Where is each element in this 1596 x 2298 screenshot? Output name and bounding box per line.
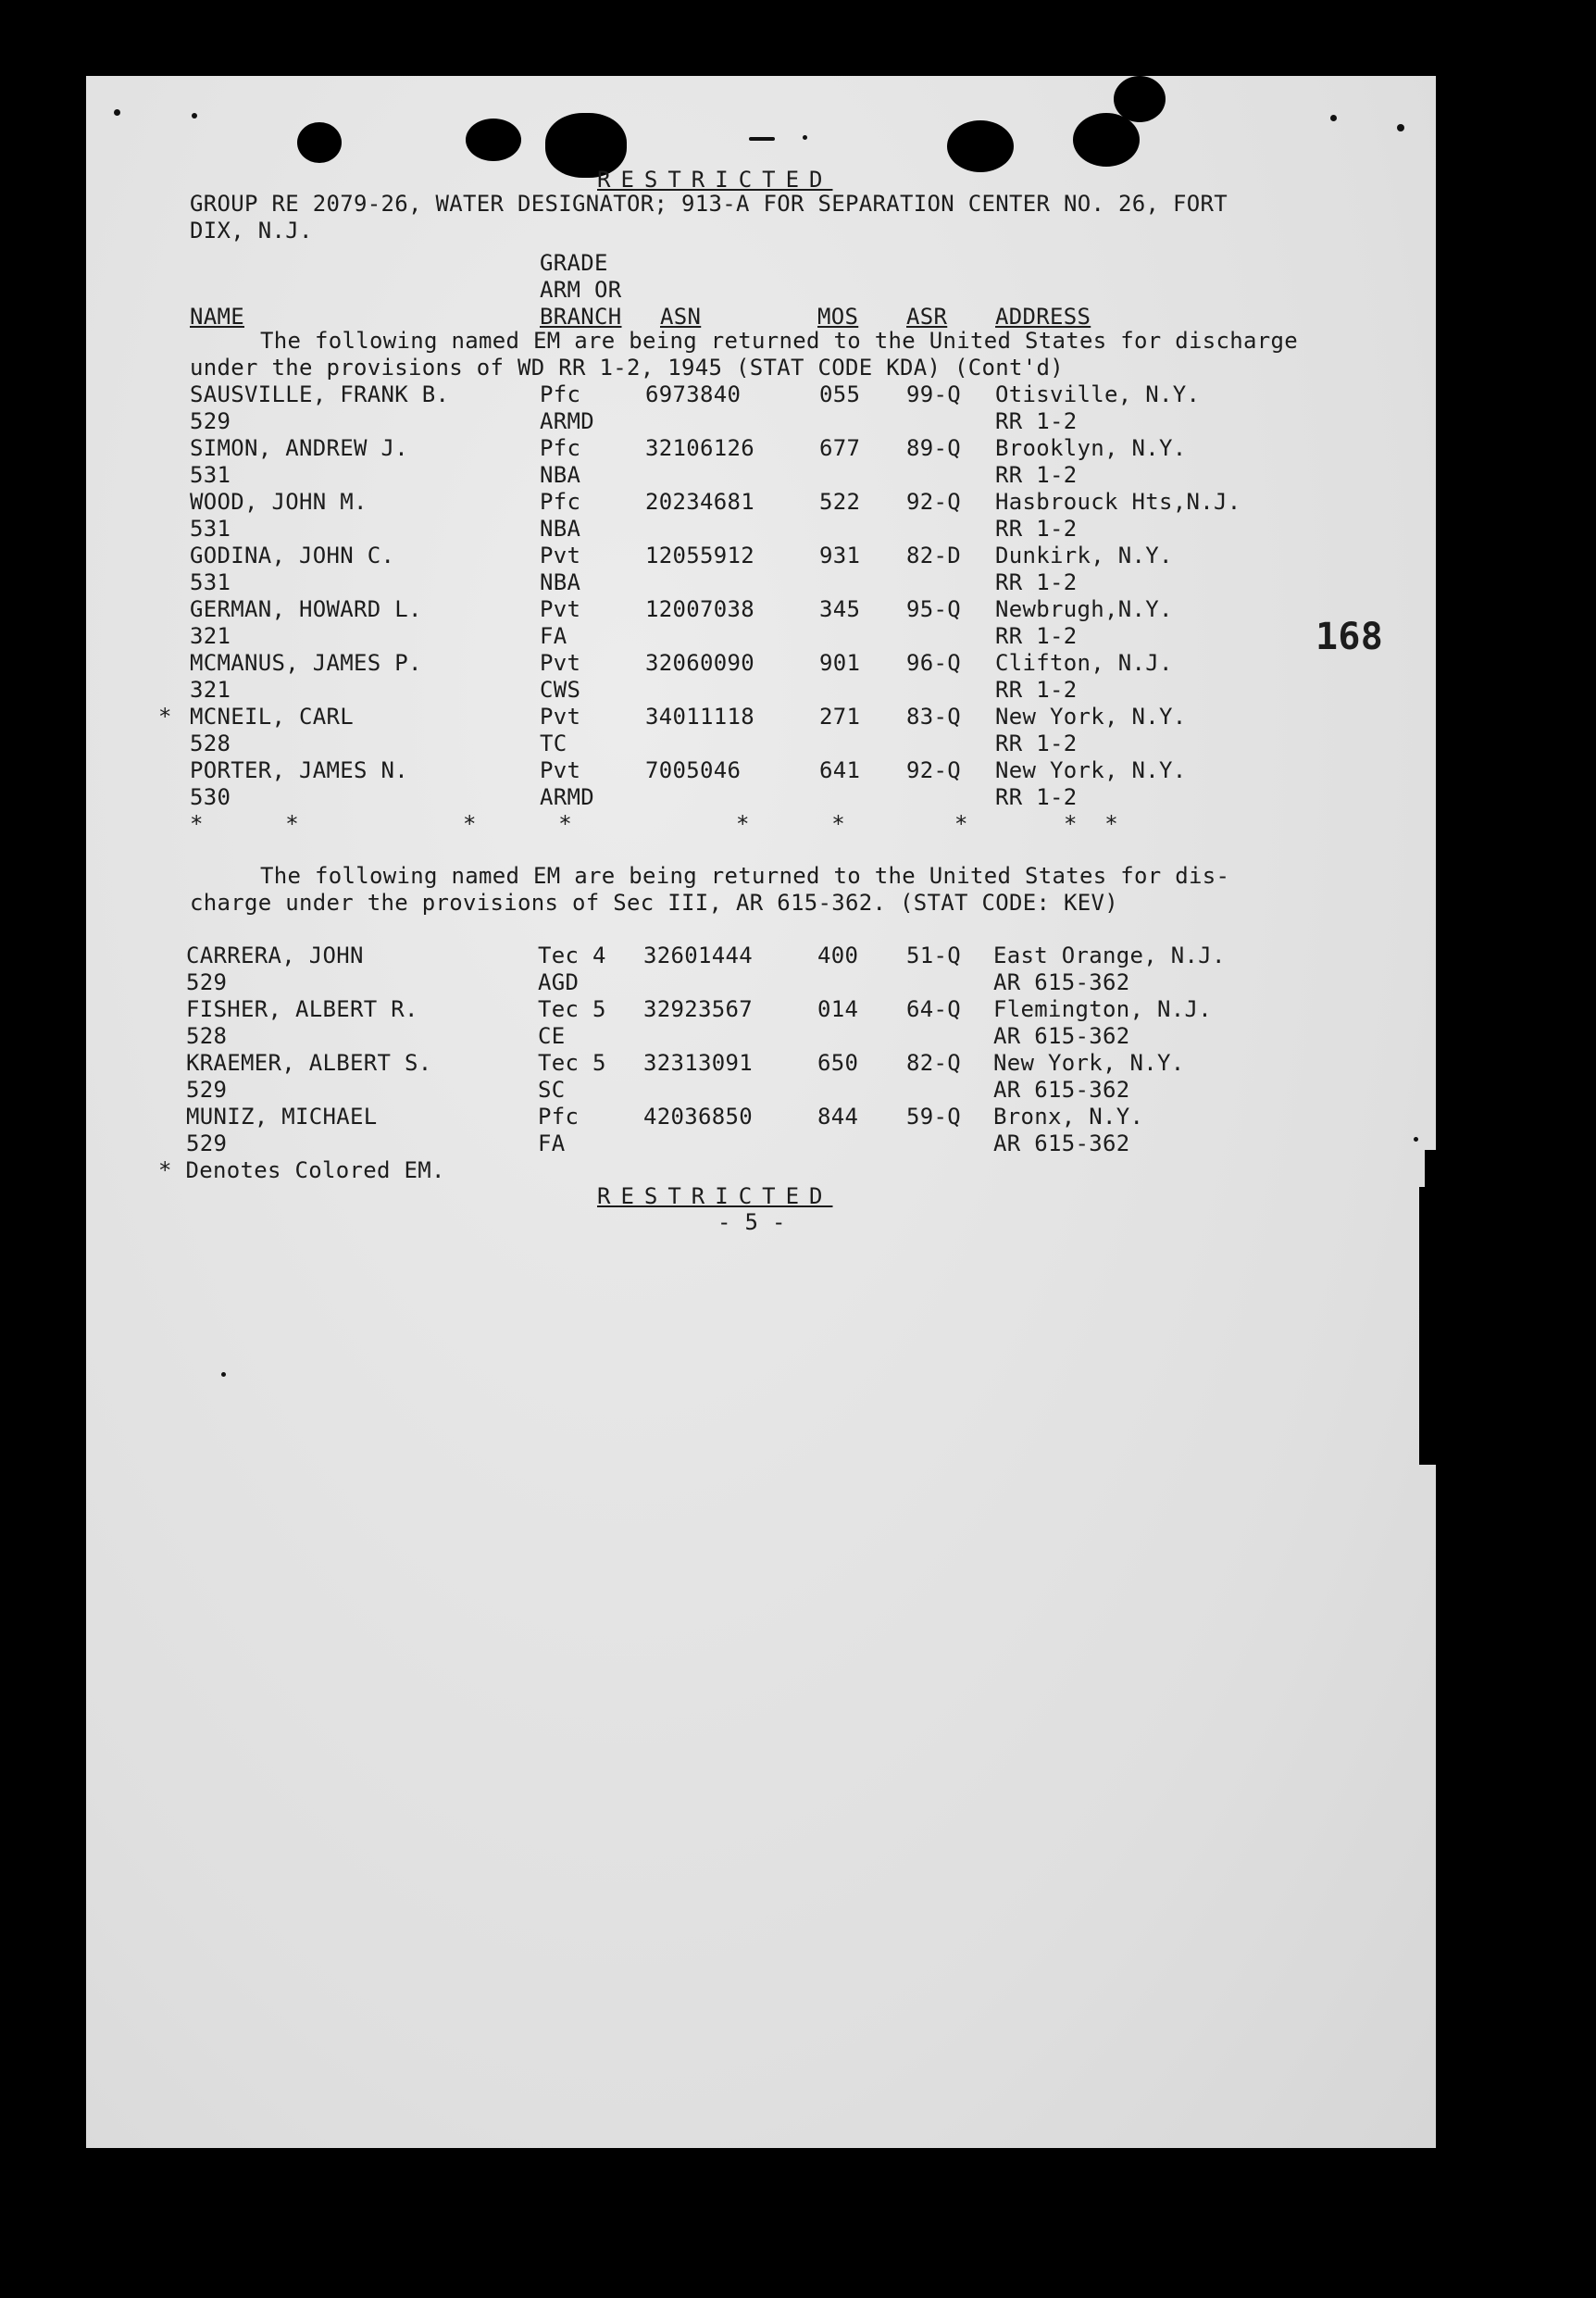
row-name: MUNIZ, MICHAEL xyxy=(186,1104,378,1130)
col-grade-line-2: ARM OR xyxy=(540,277,622,303)
row-auth: RR 1-2 xyxy=(995,516,1078,542)
row-asr: 82-D xyxy=(906,543,961,568)
speck xyxy=(803,135,807,140)
row-mos: 844 xyxy=(817,1104,859,1130)
footnote: * Denotes Colored EM. xyxy=(158,1157,445,1183)
row-asn: 32601444 xyxy=(643,943,753,968)
intro-paragraph-1-line-1: The following named EM are being returned to the United States for discharge xyxy=(260,328,1298,354)
row-address: Clifton, N.J. xyxy=(995,650,1173,676)
row-branch: FA xyxy=(538,1130,566,1156)
row-grade: Pfc xyxy=(538,1104,580,1130)
row-asr: 82-Q xyxy=(906,1050,961,1076)
row-asn: 42036850 xyxy=(643,1104,753,1130)
row-branch: FA xyxy=(540,623,567,649)
col-grade-line-1: GRADE xyxy=(540,250,608,276)
row-branch: AGD xyxy=(538,969,580,995)
row-mos: 055 xyxy=(819,381,861,407)
row-asr: 89-Q xyxy=(906,435,961,461)
row-asr: 92-Q xyxy=(906,489,961,515)
row-name: MCNEIL, CARL xyxy=(190,704,354,730)
row-grade: Pvt xyxy=(540,596,581,622)
speck xyxy=(1414,1137,1418,1142)
row-branch: NBA xyxy=(540,516,581,542)
row-branch: SC xyxy=(538,1077,566,1103)
row-name: CARRERA, JOHN xyxy=(186,943,364,968)
row-address: New York, N.Y. xyxy=(995,757,1187,783)
row-address: Brooklyn, N.Y. xyxy=(995,435,1187,461)
speck xyxy=(192,113,197,119)
row-branch: ARMD xyxy=(540,784,594,810)
star-separator-row: * * * * * * * * * xyxy=(190,811,1118,837)
row-auth: RR 1-2 xyxy=(995,569,1078,595)
row-code: 531 xyxy=(190,462,231,488)
col-asr-header: ASR xyxy=(906,304,948,330)
row-mos: 014 xyxy=(817,996,859,1022)
row-code: 530 xyxy=(190,784,231,810)
punch-hole-center-right xyxy=(947,120,1014,172)
speck xyxy=(749,137,775,141)
intro-paragraph-1-line-2: under the provisions of WD RR 1-2, 1945 (STAT CODE KDA) (Cont'd) xyxy=(190,355,1064,381)
row-auth: RR 1-2 xyxy=(995,677,1078,703)
col-address-header: ADDRESS xyxy=(995,304,1091,330)
intro-paragraph-2-line-2: charge under the provisions of Sec III, AR 615-362. (STAT CODE: KEV) xyxy=(190,890,1118,916)
row-code: 528 xyxy=(190,731,231,756)
punch-hole-left xyxy=(297,122,342,163)
row-grade: Pvt xyxy=(540,757,581,783)
col-mos-header: MOS xyxy=(817,304,859,330)
row-star: * xyxy=(158,704,172,730)
row-name: KRAEMER, ALBERT S. xyxy=(186,1050,432,1076)
row-auth: RR 1-2 xyxy=(995,731,1078,756)
row-mos: 677 xyxy=(819,435,861,461)
speck xyxy=(221,1372,226,1377)
row-code: 531 xyxy=(190,516,231,542)
row-name: MCMANUS, JAMES P. xyxy=(190,650,422,676)
row-grade: Pvt xyxy=(540,704,581,730)
punch-hole-far-right xyxy=(1114,76,1166,122)
col-grade-line-3: BRANCH xyxy=(540,304,622,330)
row-address: Hasbrouck Hts,N.J. xyxy=(995,489,1241,515)
row-address: Flemington, N.J. xyxy=(993,996,1212,1022)
row-mos: 400 xyxy=(817,943,859,968)
intro-paragraph-2-line-1: The following named EM are being returned to the United States for dis- xyxy=(260,863,1230,889)
row-name: SAUSVILLE, FRANK B. xyxy=(190,381,450,407)
row-asr: 59-Q xyxy=(906,1104,961,1130)
row-address: New York, N.Y. xyxy=(995,704,1187,730)
row-grade: Pvt xyxy=(540,650,581,676)
row-branch: CE xyxy=(538,1023,566,1049)
row-grade: Tec 5 xyxy=(538,996,606,1022)
row-asn: 7005046 xyxy=(645,757,742,783)
row-name: WOOD, JOHN M. xyxy=(190,489,368,515)
row-auth: AR 615-362 xyxy=(993,1023,1130,1049)
row-address: Otisville, N.Y. xyxy=(995,381,1201,407)
row-name: PORTER, JAMES N. xyxy=(190,757,408,783)
row-name: GERMAN, HOWARD L. xyxy=(190,596,422,622)
row-branch: CWS xyxy=(540,677,581,703)
row-asr: 64-Q xyxy=(906,996,961,1022)
row-auth: RR 1-2 xyxy=(995,623,1078,649)
row-asr: 95-Q xyxy=(906,596,961,622)
row-asr: 96-Q xyxy=(906,650,961,676)
row-address: East Orange, N.J. xyxy=(993,943,1226,968)
row-auth: RR 1-2 xyxy=(995,408,1078,434)
row-code: 529 xyxy=(186,1077,228,1103)
col-name-header: NAME xyxy=(190,304,244,330)
row-auth: AR 615-362 xyxy=(993,1077,1130,1103)
row-auth: AR 615-362 xyxy=(993,969,1130,995)
row-asn: 32313091 xyxy=(643,1050,753,1076)
row-grade: Pfc xyxy=(540,381,581,407)
row-address: New York, N.Y. xyxy=(993,1050,1185,1076)
row-auth: RR 1-2 xyxy=(995,462,1078,488)
row-auth: AR 615-362 xyxy=(993,1130,1130,1156)
row-grade: Tec 4 xyxy=(538,943,606,968)
restricted-header: RESTRICTED xyxy=(597,167,833,193)
row-asr: 99-Q xyxy=(906,381,961,407)
document-header-line-2: DIX, N.J. xyxy=(190,218,313,244)
row-asn: 34011118 xyxy=(645,704,754,730)
row-branch: ARMD xyxy=(540,408,594,434)
row-address: Bronx, N.Y. xyxy=(993,1104,1144,1130)
row-name: FISHER, ALBERT R. xyxy=(186,996,418,1022)
row-asn: 32923567 xyxy=(643,996,753,1022)
row-branch: NBA xyxy=(540,462,581,488)
row-asn: 32060090 xyxy=(645,650,754,676)
row-asr: 51-Q xyxy=(906,943,961,968)
document-page xyxy=(86,76,1436,2148)
row-mos: 931 xyxy=(819,543,861,568)
row-code: 321 xyxy=(190,623,231,649)
col-asn-header: ASN xyxy=(660,304,702,330)
row-asr: 83-Q xyxy=(906,704,961,730)
row-asn: 20234681 xyxy=(645,489,754,515)
speck xyxy=(1330,115,1337,121)
row-mos: 522 xyxy=(819,489,861,515)
document-header-line-1: GROUP RE 2079-26, WATER DESIGNATOR; 913-A FOR SEPARATION CENTER NO. 26, FORT xyxy=(190,191,1228,217)
row-mos: 345 xyxy=(819,596,861,622)
stamped-number: 168 xyxy=(1315,616,1384,658)
row-code: 529 xyxy=(186,1130,228,1156)
row-code: 529 xyxy=(190,408,231,434)
row-grade: Pvt xyxy=(540,543,581,568)
row-asn: 12007038 xyxy=(645,596,754,622)
row-mos: 901 xyxy=(819,650,861,676)
row-asn: 12055912 xyxy=(645,543,754,568)
row-name: SIMON, ANDREW J. xyxy=(190,435,408,461)
row-auth: RR 1-2 xyxy=(995,784,1078,810)
row-grade: Pfc xyxy=(540,489,581,515)
row-mos: 641 xyxy=(819,757,861,783)
row-address: Newbrugh,N.Y. xyxy=(995,596,1173,622)
paper-edge-tear xyxy=(1419,1187,1436,1465)
row-branch: NBA xyxy=(540,569,581,595)
row-code: 528 xyxy=(186,1023,228,1049)
speck xyxy=(1397,124,1404,131)
row-asr: 92-Q xyxy=(906,757,961,783)
row-mos: 650 xyxy=(817,1050,859,1076)
row-asn: 32106126 xyxy=(645,435,754,461)
row-code: 529 xyxy=(186,969,228,995)
row-code: 531 xyxy=(190,569,231,595)
row-mos: 271 xyxy=(819,704,861,730)
punch-hole-right xyxy=(1073,113,1140,167)
page-number: - 5 - xyxy=(717,1209,786,1235)
row-grade: Tec 5 xyxy=(538,1050,606,1076)
row-name: GODINA, JOHN C. xyxy=(190,543,395,568)
row-asn: 6973840 xyxy=(645,381,742,407)
speck xyxy=(114,109,120,116)
row-code: 321 xyxy=(190,677,231,703)
punch-hole-center-left xyxy=(466,119,521,161)
row-grade: Pfc xyxy=(540,435,581,461)
row-branch: TC xyxy=(540,731,567,756)
paper-edge-tear xyxy=(1425,1150,1436,1187)
restricted-footer: RESTRICTED xyxy=(597,1183,833,1209)
row-address: Dunkirk, N.Y. xyxy=(995,543,1173,568)
